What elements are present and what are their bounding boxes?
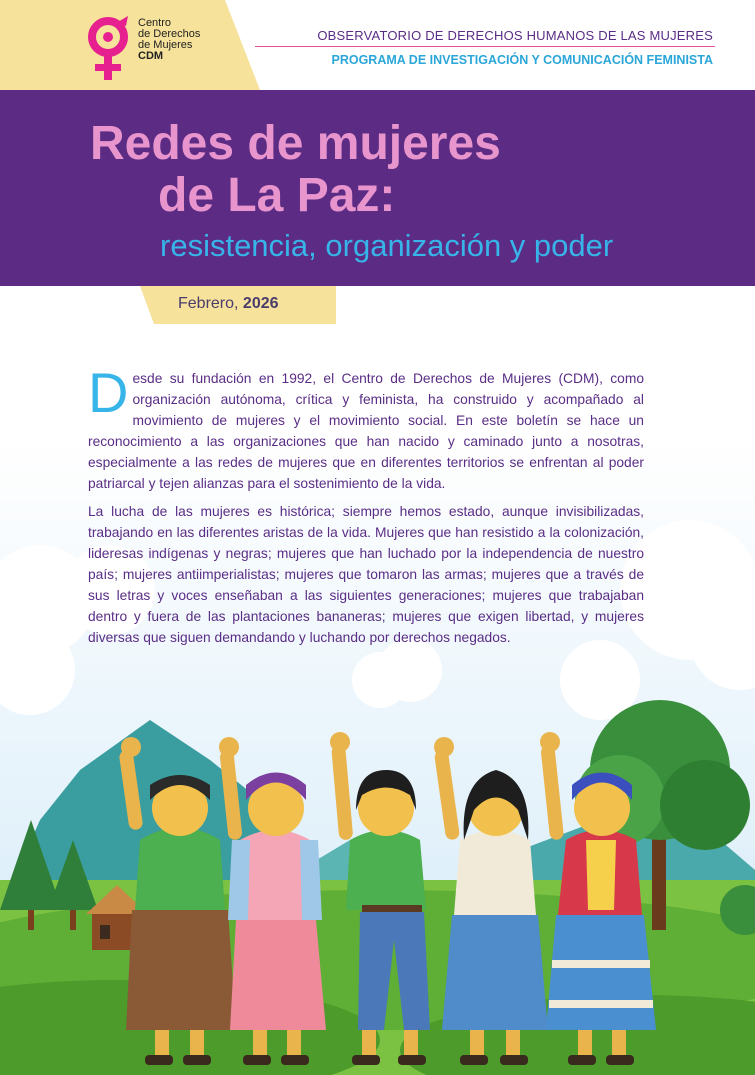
date-month: Febrero, (178, 295, 239, 312)
drop-cap: D (88, 361, 129, 424)
title-line-1: Redes de mujeres (90, 117, 501, 170)
logo-acronym: CDM (138, 50, 164, 62)
header-divider (255, 46, 715, 47)
logo-line-1: Centro (138, 17, 172, 29)
cdm-logo (86, 14, 276, 84)
logo-text (138, 18, 200, 62)
logo-line-3: de Mujeres (138, 39, 193, 51)
logo-line-2: de Derechos (138, 28, 201, 40)
title-line-2: de La Paz: (158, 169, 396, 222)
observatory-title: OBSERVATORIO DE DERECHOS HUMANOS DE LAS MUJERES (317, 28, 713, 43)
venus-symbol-icon (86, 14, 134, 84)
intro-paragraph (88, 361, 644, 494)
program-title: PROGRAMA DE INVESTIGACIÓN Y COMUNICACIÓN FEMINISTA (331, 53, 713, 67)
subtitle: resistencia, organización y poder (160, 228, 614, 263)
header (0, 0, 755, 90)
history-paragraph: La lucha de las mujeres es histórica; siempre hemos estado, aunque invisibilizadas, trabajando en las diferentes aristas de la vida. Mujeres que han resistido a la colonización, lideresas indígenas y negras; mujeres que han luchado por la independencia de nuestro país; mujeres antiimperialistas; mujeres que tomaron las armas; mujeres que a través de sus letras y voces enseñaban a las siguientes generaciones; mujeres que trabajaban dentro y fuera de las plantaciones bananeras; mujeres que exigen libertad, y mujeres diversas que siguen demandando y luchando por derechos negados. (88, 504, 644, 645)
intro-paragraph-text: esde su fundación en 1992, el Centro de Derechos de Mujeres (CDM), como organización autónoma, crítica y feminista, ha construido y acompañado al movimiento de mujeres y el movimiento social. En este boletín se hace un reconocimiento a las organizaciones que han nacido y caminado junto a nosotras, especialmente a las redes de mujeres que en diferentes territorios se enfrentan al poder patriarcal y tejen alianzas para el sostenimiento de la vida. (88, 371, 644, 491)
publication-date (178, 295, 279, 313)
date-year: 2026 (242, 295, 279, 312)
